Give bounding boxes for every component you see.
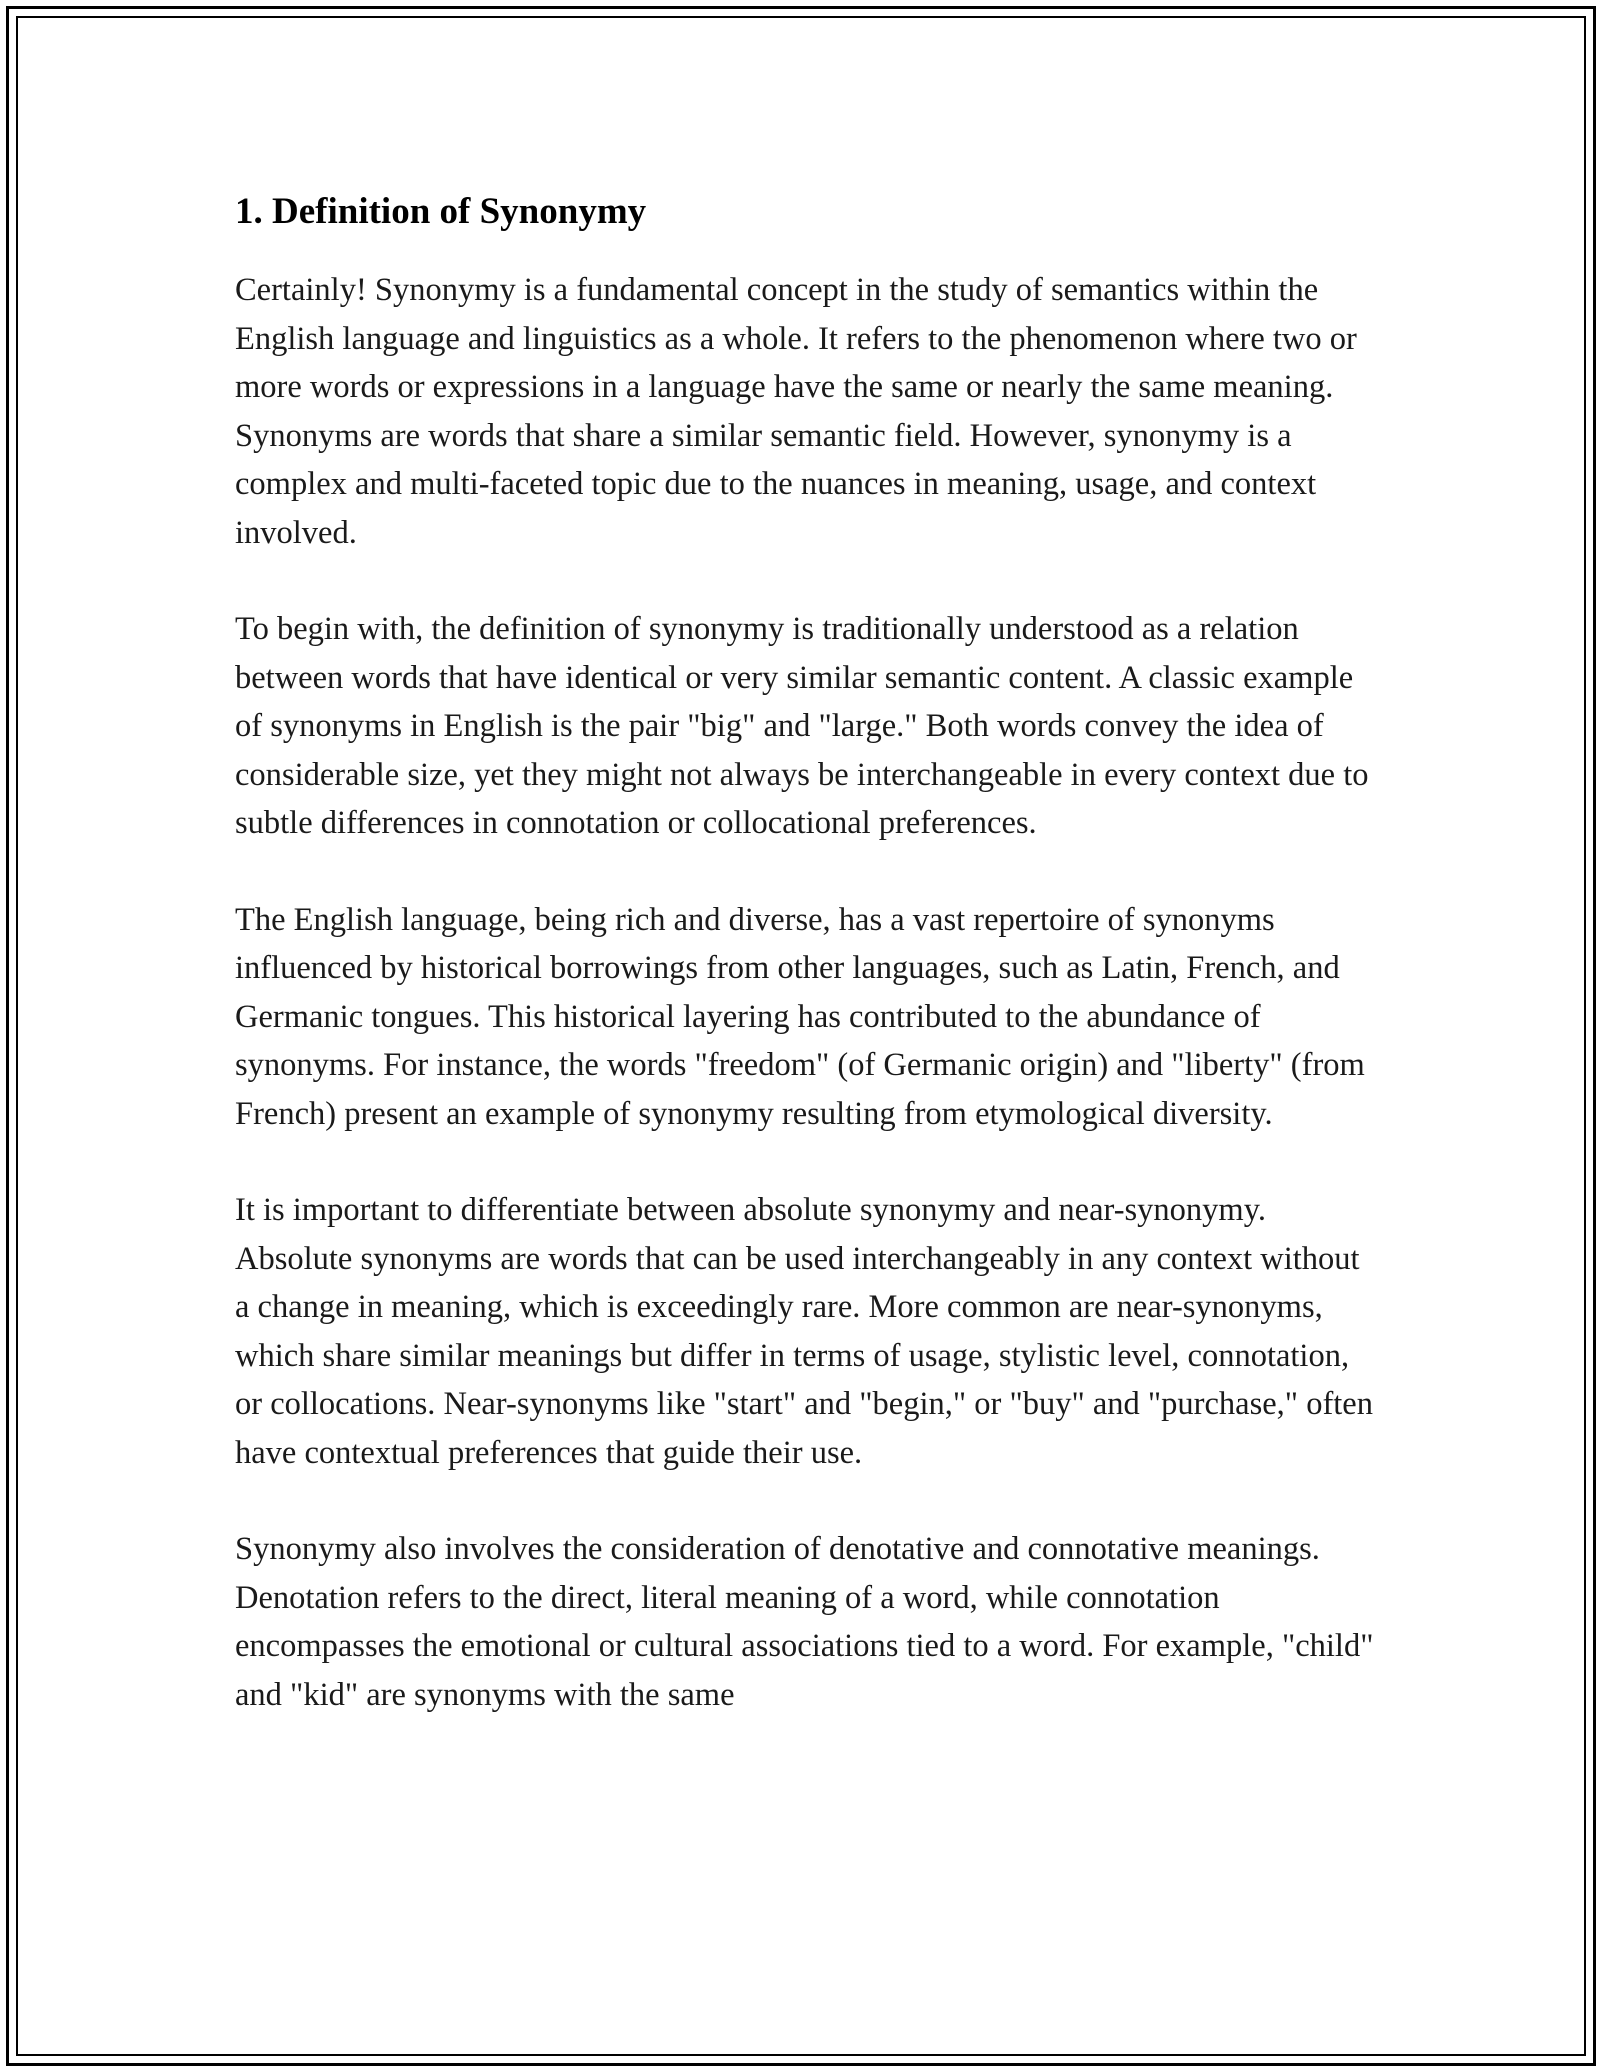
paragraph-historical-borrowings: The English language, being rich and diverse, has a vast repertoire of synonyms influenced by historical borrowings from other languages, such as Latin, French, and Germanic tongues. This historical layering has contributed to the abundance of synonyms. For instance, the words "freedom" (of Germanic origin) and "liberty" (from French) present an example of synonymy resulting from etymological diversity.: [235, 901, 1365, 1132]
paragraph-absolute-vs-near: It is important to differentiate between absolute synonymy and near-synonymy. Absolute synonyms are words that can be used interchangeably in any context without a change in meaning, which is exceedingly rare. More common are near-synonyms, which share similar meanings but differ in terms of usage, stylistic level, connotation, or collocations. Near-synonyms like "start" and "begin," or "buy" and "purchase," often have contextual preferences that guide their use.: [235, 1192, 1373, 1471]
paragraph-intro: Certainly! Synonymy is a fundamental concept in the study of semantics within the English language and linguistics as a whole. It refers to the phenomenon where two or more words or expressions in a language have the same or nearly the same meaning. Synonyms are words that share a similar semantic field. However, synonymy is a complex and multi-faceted topic due to the nuances in meaning, usage, and context involved.: [235, 272, 1357, 551]
paragraph-denotation-connotation: Synonymy also involves the consideration of denotative and connotative meanings. Denotation refers to the direct, literal meaning of a word, while connotation encompasses the emotional or cultural associations tied to a word. For example, "child" and "kid" are synonyms with the same: [235, 1531, 1374, 1713]
paragraph-traditional-definition: To begin with, the definition of synonymy is traditionally understood as a relation between words that have identical or very similar semantic content. A classic example of synonyms in English is the pair "big" and "large." Both words convey the idea of considerable size, yet they might not always be interchangeable in every context due to subtle differences in connotation or collocational preferences.: [235, 611, 1369, 842]
section-heading: 1. Definition of Synonymy: [235, 191, 647, 232]
document-body: [235, 180, 1380, 1767]
